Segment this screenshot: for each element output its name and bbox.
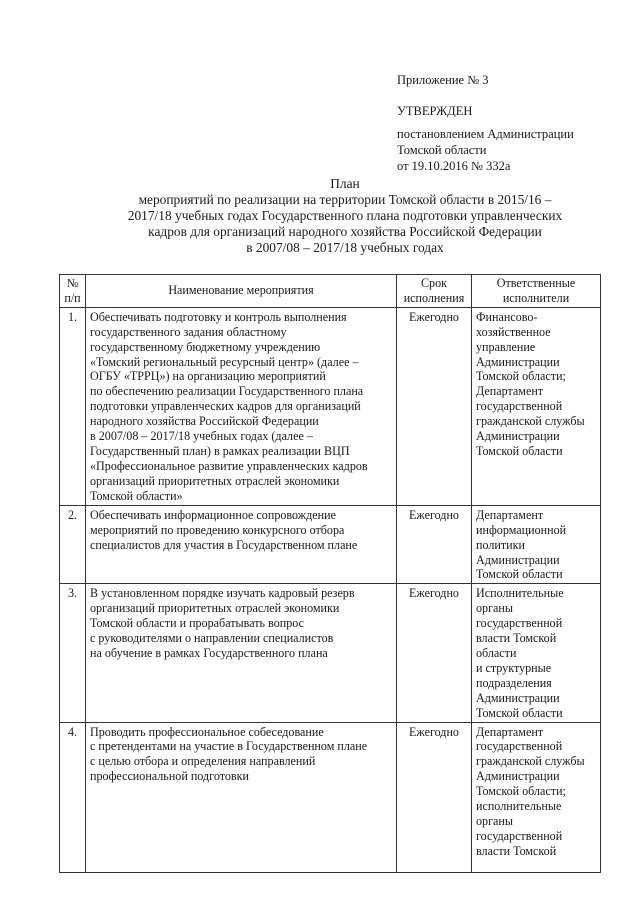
- row-responsible: Департамент государственной гражданской службы Администрации Томской области; исполнительные органы государственной власти Томской: [472, 722, 601, 872]
- table-row: [60, 584, 601, 722]
- row-term: Ежегодно: [397, 505, 472, 584]
- row-num: 3.: [60, 584, 86, 722]
- title-line: в 2007/08 – 2017/18 учебных годах: [246, 239, 444, 255]
- row-num: 1.: [60, 307, 86, 505]
- title-word: План: [330, 176, 360, 191]
- approval-line: постановлением Администрации: [397, 127, 574, 141]
- title-line: кадров для организаций народного хозяйства Российской Федерации: [148, 223, 542, 239]
- document-title: [60, 176, 630, 256]
- title-line: мероприятий по реализации на территории Томской области в 2015/16 –: [138, 191, 552, 207]
- table-row: [60, 722, 601, 872]
- header-responsible: Ответственные исполнители: [472, 275, 601, 308]
- row-term: Ежегодно: [397, 307, 472, 505]
- header-num: № п/п: [60, 275, 86, 308]
- table-row: [60, 505, 601, 584]
- approved-label: УТВЕРЖДЕН: [397, 104, 473, 118]
- approval-line: Томской области: [397, 143, 487, 157]
- row-name: Обеспечивать информационное сопровождение мероприятий по проведению конкурсного отбора специалистов для участия в Государственном плане: [86, 505, 397, 584]
- row-responsible: Исполнительные органы государственной власти Томской области и структурные подразделения Администрации Томской области: [472, 584, 601, 722]
- appendix-label: Приложение № 3: [397, 73, 489, 87]
- title-line: 2017/18 учебных годах Государственного плана подготовки управленческих: [127, 207, 563, 223]
- approval-line: от 19.10.2016 № 332а: [397, 159, 511, 173]
- row-term: Ежегодно: [397, 584, 472, 722]
- table-row: [60, 307, 601, 505]
- row-name: В установленном порядке изучать кадровый резерв организаций приоритетных отраслей экономики Томской области и прорабатывать вопрос с руководителями о направлении специалистов на обучение в рамках Государственного плана: [86, 584, 397, 722]
- row-num: 2.: [60, 505, 86, 584]
- row-num: 4.: [60, 722, 86, 872]
- row-term: Ежегодно: [397, 722, 472, 872]
- plan-table: [59, 274, 601, 873]
- row-responsible: Департамент информационной политики Администрации Томской области: [472, 505, 601, 584]
- approval-block: [397, 103, 574, 174]
- row-responsible: Финансово- хозяйственное управление Администрации Томской области; Департамент государственной гражданской службы Администрации Томской области: [472, 307, 601, 505]
- header-term: Срок исполнения: [397, 275, 472, 308]
- row-name: Проводить профессиональное собеседование с претендентами на участие в Государственном плане с целью отбора и определения направлений профессиональной подготовки: [86, 722, 397, 872]
- header-name: Наименование мероприятия: [86, 275, 397, 308]
- row-name: Обеспечивать подготовку и контроль выполнения государственного задания областному государственному бюджетному учреждению «Томский региональный ресурсный центр» (далее – ОГБУ «ТРРЦ») на организацию мероприятий по обеспечению реализации Государственного плана подготовки управленческих кадров для организаций народного хозяйства Российской Федерации в 2007/08 – 2017/18 учебных годах (далее – Государственный план) в рамках реализации ВЦП «Профессиональное развитие управленческих кадров организаций приоритетных отраслей экономики Томской области»: [86, 307, 397, 505]
- table-header-row: [60, 275, 601, 308]
